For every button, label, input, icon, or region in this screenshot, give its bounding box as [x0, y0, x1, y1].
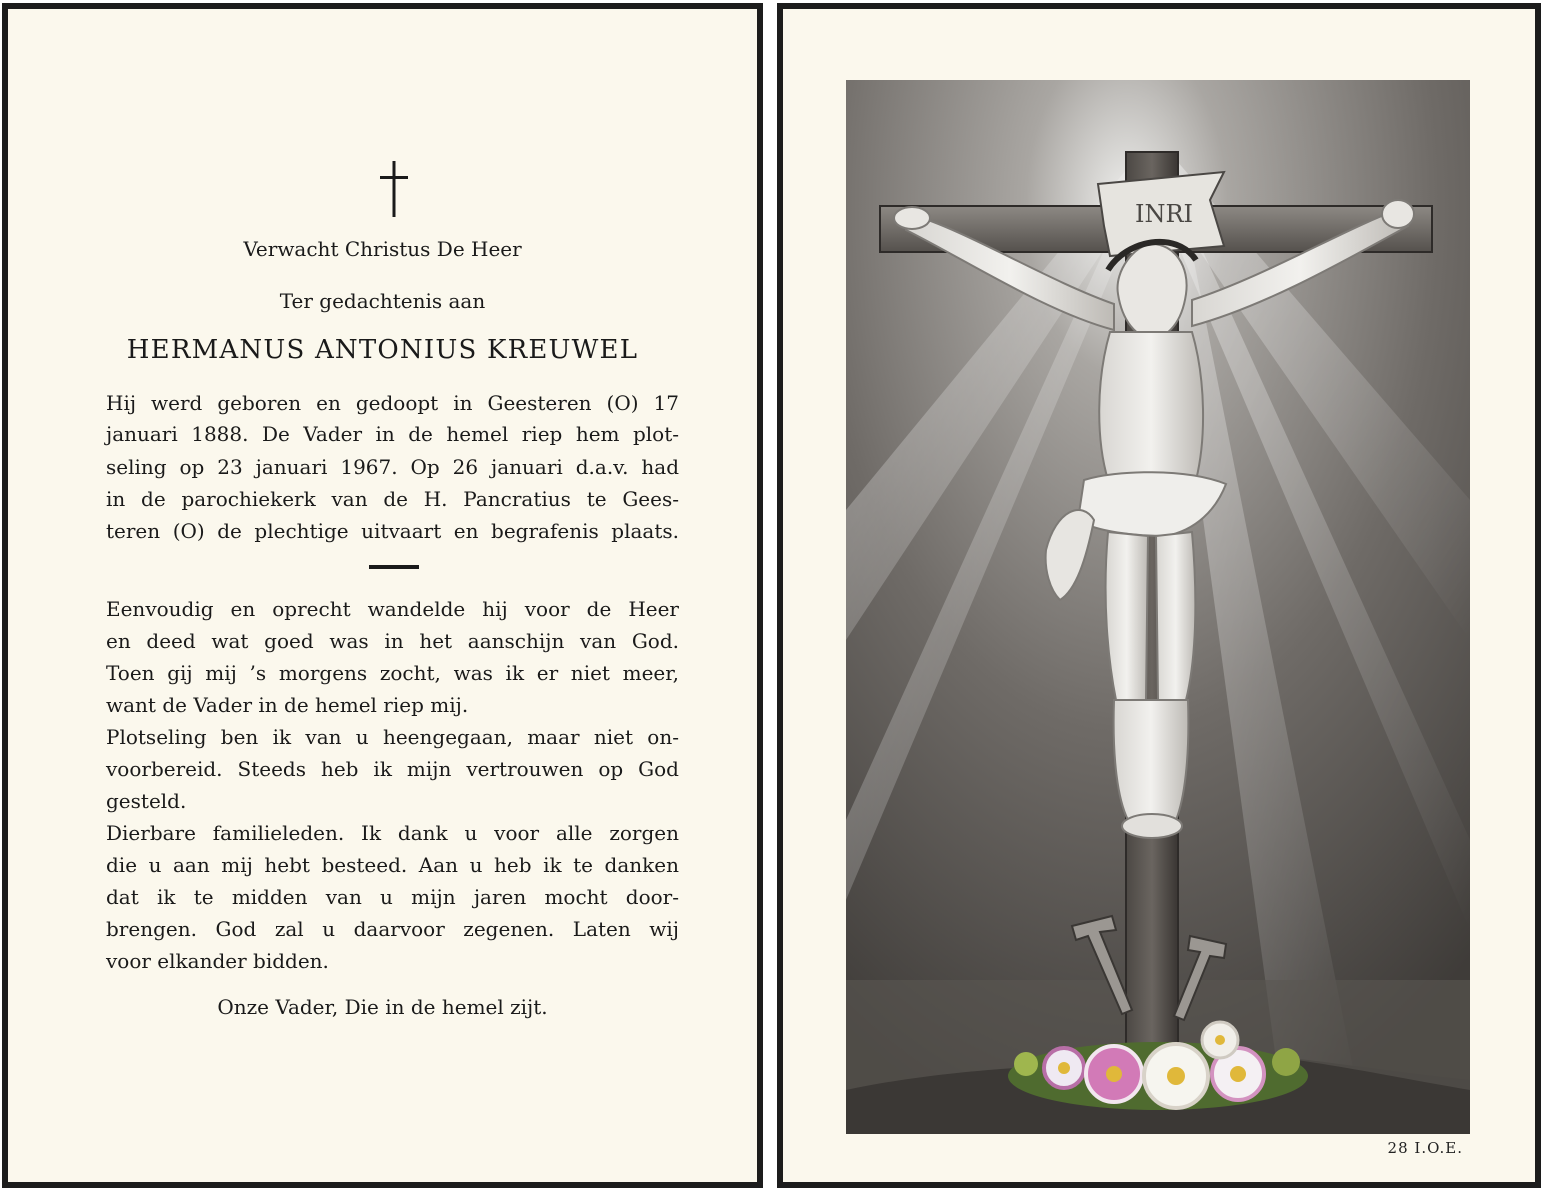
text-line: voorbereid. Steeds heb ik mijn vertrouwen op God — [106, 757, 679, 781]
memorial-text-card — [2, 3, 763, 1188]
print-code: 28 I.O.E. — [1387, 1139, 1463, 1157]
dedication-line: Ter gedachtenis aan — [279, 289, 486, 313]
deceased-name: HERMANUS ANTONIUS KREUWEL — [126, 335, 639, 365]
text-line: Dierbare familieleden. Ik dank u voor alle zorgen — [106, 821, 679, 845]
text-line: voor elkander bidden. — [106, 949, 329, 973]
opening-line: Verwacht Christus De Heer — [243, 237, 522, 261]
text-line: Toen gij mij ’s morgens zocht, was ik er niet meer, — [106, 661, 679, 685]
crucifix-picture-card — [777, 3, 1541, 1188]
text-line: Plotseling ben ik van u heengegaan, maar niet on- — [106, 725, 679, 749]
cross-icon — [374, 159, 414, 219]
crucifix-scene — [846, 80, 1470, 1134]
inri-inscription: INRI — [1134, 200, 1194, 228]
crucifix-illustration — [846, 80, 1470, 1134]
text-line: seling op 23 januari 1967. Op 26 januari d.a.v. had — [106, 455, 679, 479]
text-line: Eenvoudig en oprecht wandelde hij voor de Heer — [106, 597, 679, 621]
text-line: brengen. God zal u daarvoor zegenen. Laten wij — [106, 917, 679, 941]
text-line: teren (O) de plechtige uitvaart en begrafenis plaats. — [106, 519, 679, 543]
closing-prayer: Onze Vader, Die in de hemel zijt. — [217, 995, 548, 1019]
text-line: gesteld. — [106, 789, 187, 813]
text-line: en deed wat goed was in het aanschijn van God. — [106, 629, 679, 653]
divider — [369, 565, 419, 569]
text-line: dat ik te midden van u mijn jaren mocht door- — [106, 885, 679, 909]
text-line: in de parochiekerk van de H. Pancratius te Gees- — [106, 487, 679, 511]
text-line: Hij werd geboren en gedoopt in Geesteren (O) 17 — [106, 391, 679, 415]
text-line: die u aan mij hebt besteed. Aan u heb ik te danken — [106, 853, 679, 877]
text-line: want de Vader in de hemel riep mij. — [106, 693, 469, 717]
text-line: januari 1888. De Vader in de hemel riep hem plot- — [106, 422, 679, 446]
